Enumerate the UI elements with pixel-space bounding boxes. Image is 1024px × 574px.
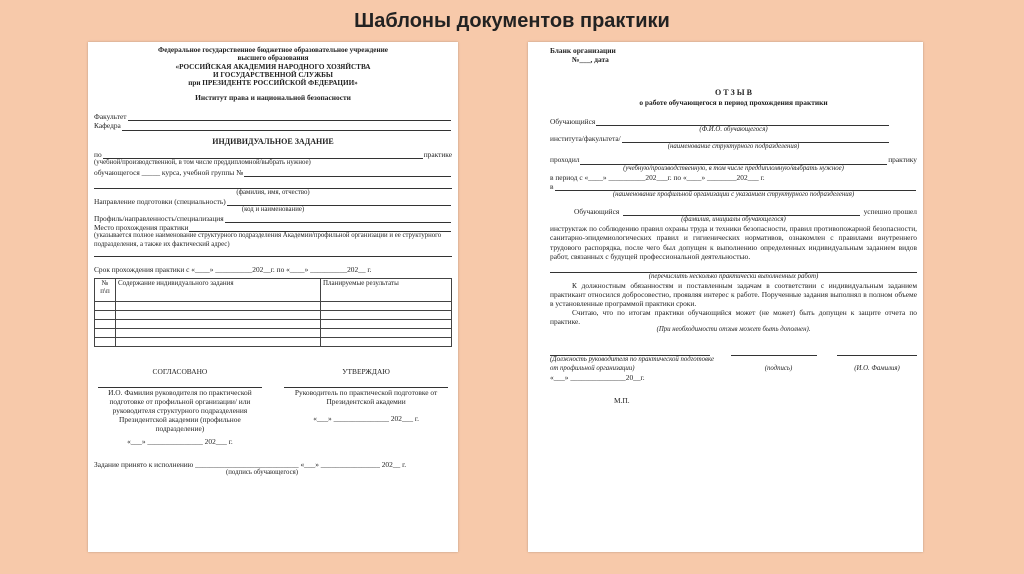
signature-lines — [550, 348, 917, 356]
col-number: № п\п — [95, 278, 116, 301]
org-header — [94, 46, 452, 87]
place-line — [94, 223, 452, 232]
period-line: в период с «____» __________202___г. по «____» ________202___ г. — [550, 172, 765, 182]
approval-left — [94, 367, 266, 446]
works-line — [550, 265, 917, 273]
department-line — [94, 121, 452, 130]
table-row — [95, 337, 452, 346]
document-title: ИНДИВИДУАЛЬНОЕ ЗАДАНИЕ — [212, 136, 334, 146]
tasks-table — [94, 278, 452, 347]
student2-line — [550, 207, 917, 216]
approved-left-label: СОГЛАСОВАНО — [152, 366, 208, 376]
org-hint: (наименование профильной организации с указанием структурного подразделения) — [612, 190, 855, 198]
table-row — [95, 310, 452, 319]
approval-right-line — [284, 380, 448, 388]
institute-label: института/факультета/ — [550, 134, 621, 144]
place-extra-line — [94, 249, 452, 257]
paragraph-1: инструктаж по соблюдению правил охраны труда и техники безопасности, правил противопожарной безопасности, санитарно-эпидемиологических правил и гигиенических нормативов, ознакомлен с правилами внутреннего трудового распорядка, после чего был допущен к выполнению определенных индивидуальным заданием видов работ, связанных с будущей профессиональной деятельностью. — [550, 224, 917, 261]
student-signature-hint: (подпись обучающегося) — [226, 469, 299, 477]
left-date-line: «___» _______________ 202___ г. — [127, 437, 233, 447]
direction-line — [94, 197, 452, 206]
code-hint: (код и наименование) — [241, 205, 305, 213]
in-label: в — [550, 181, 554, 191]
org-header-line: И ГОСУДАРСТВЕННОЙ СЛУЖБЫ — [212, 70, 333, 79]
fio-hint: (Ф.И.О. обучающегося) — [699, 125, 768, 133]
place-label: Место прохождения практики — [94, 223, 189, 233]
org-header-line: при ПРЕЗИДЕНТЕ РОССИЙСКОЙ ФЕДЕРАЦИИ» — [188, 79, 358, 88]
signature-line — [731, 348, 817, 356]
name-line — [837, 348, 917, 356]
fio-line — [94, 181, 452, 189]
number-date: №___, дата — [572, 55, 609, 65]
institute-line — [550, 134, 890, 143]
passed-line — [550, 155, 917, 164]
po-label: по — [94, 150, 102, 160]
col-results: Планируемые результаты — [321, 278, 452, 301]
org-header-line: «РОССИЙСКАЯ АКАДЕМИЯ НАРОДНОГО ХОЗЯЙСТВА — [175, 62, 371, 71]
right-sign-text: Руководитель по практической подготовке от Президентской академии — [294, 387, 438, 406]
success-label: успешно прошел — [863, 207, 917, 217]
approval-left-line — [98, 380, 262, 388]
department-label: Кафедра — [94, 121, 121, 131]
signature-hint: (подпись) — [764, 364, 793, 372]
faculty-line — [94, 112, 452, 121]
table-row — [95, 328, 452, 337]
practice-line — [94, 150, 452, 159]
unit-hint: (наименование структурного подразделения) — [667, 143, 800, 151]
student-line — [550, 117, 890, 126]
position-hint: (Должность руководителя по практической подготовке от профильной организации) — [550, 356, 714, 372]
direction-label: Направление подготовки (специальность) — [94, 196, 226, 206]
date-line: «___» _______________20__г. — [550, 372, 645, 382]
term-line: Срок прохождения практики с «____» __________202__г. по «____» __________202__ г. — [94, 264, 372, 274]
org-header-line: Федеральное государственное бюджетное образовательное учреждение — [158, 46, 388, 54]
extend-hint: (При необходимости отзыв может быть дополнен). — [656, 326, 811, 333]
practice-hint: (учебную/производственную, в том числе преддипломную/выбрать нужное) — [623, 164, 844, 172]
signature-hints — [550, 356, 917, 373]
practice-label: практике — [423, 150, 452, 160]
position-line — [550, 348, 710, 356]
institute-name: Институт права и национальной безопасности — [195, 93, 351, 103]
table-row — [95, 319, 452, 328]
paragraph-3: Считаю, что по итогам практики обучающийся может (не может) быть допущен к защите отчета по практике. — [550, 307, 917, 326]
practice-hint: (учебной/производственной, в том числе преддипломной/выбрать нужное) — [94, 159, 311, 167]
passed-label: проходил — [550, 155, 580, 165]
student-label: Обучающийся — [550, 116, 596, 126]
profile-label: Профиль/направленность/специализация — [94, 214, 224, 224]
table-header-row — [95, 278, 452, 301]
profile-line — [94, 214, 452, 223]
review-document — [528, 42, 923, 552]
col-content: Содержание индивидуального задания — [116, 278, 321, 301]
approval-section — [94, 367, 452, 446]
left-sign-text: И.О. Фамилия руководителя по практической подготовке от профильной организации/ или руководителя структурного подразделения Президентской академии (профильное подразделение) — [108, 387, 252, 433]
table-row — [95, 301, 452, 310]
student-line-text: обучающегося _____ курса, учебной группы № — [94, 167, 244, 177]
name-hint: (И.О. Фамилия) — [854, 364, 900, 372]
slide-title: Шаблоны документов практики — [354, 10, 670, 32]
initials-hint: (фамилия, инициалы обучающегося) — [681, 216, 786, 224]
paragraph-2: К должностным обязанностям и поставленным задачам в соответствии с индивидуальным заданием практикант относился добросовестно, проявляя интерес к работе. Порученные задания выполнял в полном объеме в установленные программой практики сроки. — [550, 280, 917, 308]
stamp-label: М.П. — [614, 395, 630, 405]
fio-hint: (фамилия, имя, отчество) — [236, 188, 310, 196]
org-blank: Бланк организации — [550, 46, 616, 55]
in-line — [550, 182, 917, 191]
accepted-line: Задание принято к исполнению ____________________________ «___» ________________ 202__ г. — [94, 460, 407, 470]
student-line — [94, 168, 452, 177]
faculty-label: Факультет — [94, 112, 127, 122]
approval-right — [280, 367, 452, 446]
place-hint: (указывается полное наименование структурного подразделения Академии/профильной организации и ее структурного подразделения, а также их фактический адрес) — [94, 232, 442, 248]
individual-task-document — [88, 42, 458, 552]
works-hint: (перечислить несколько практически выполненных работ) — [648, 272, 819, 280]
org-header-line: высшего образования — [237, 54, 309, 63]
review-title: О Т З Ы В — [715, 88, 752, 98]
approved-right-label: УТВЕРЖДАЮ — [342, 366, 390, 376]
practice-label: практику — [888, 155, 917, 165]
right-date-line: «___» _______________ 202___ г. — [313, 413, 419, 423]
student2-label: Обучающийся — [574, 207, 620, 217]
review-subtitle: о работе обучающегося в период прохождения практики — [639, 97, 828, 107]
